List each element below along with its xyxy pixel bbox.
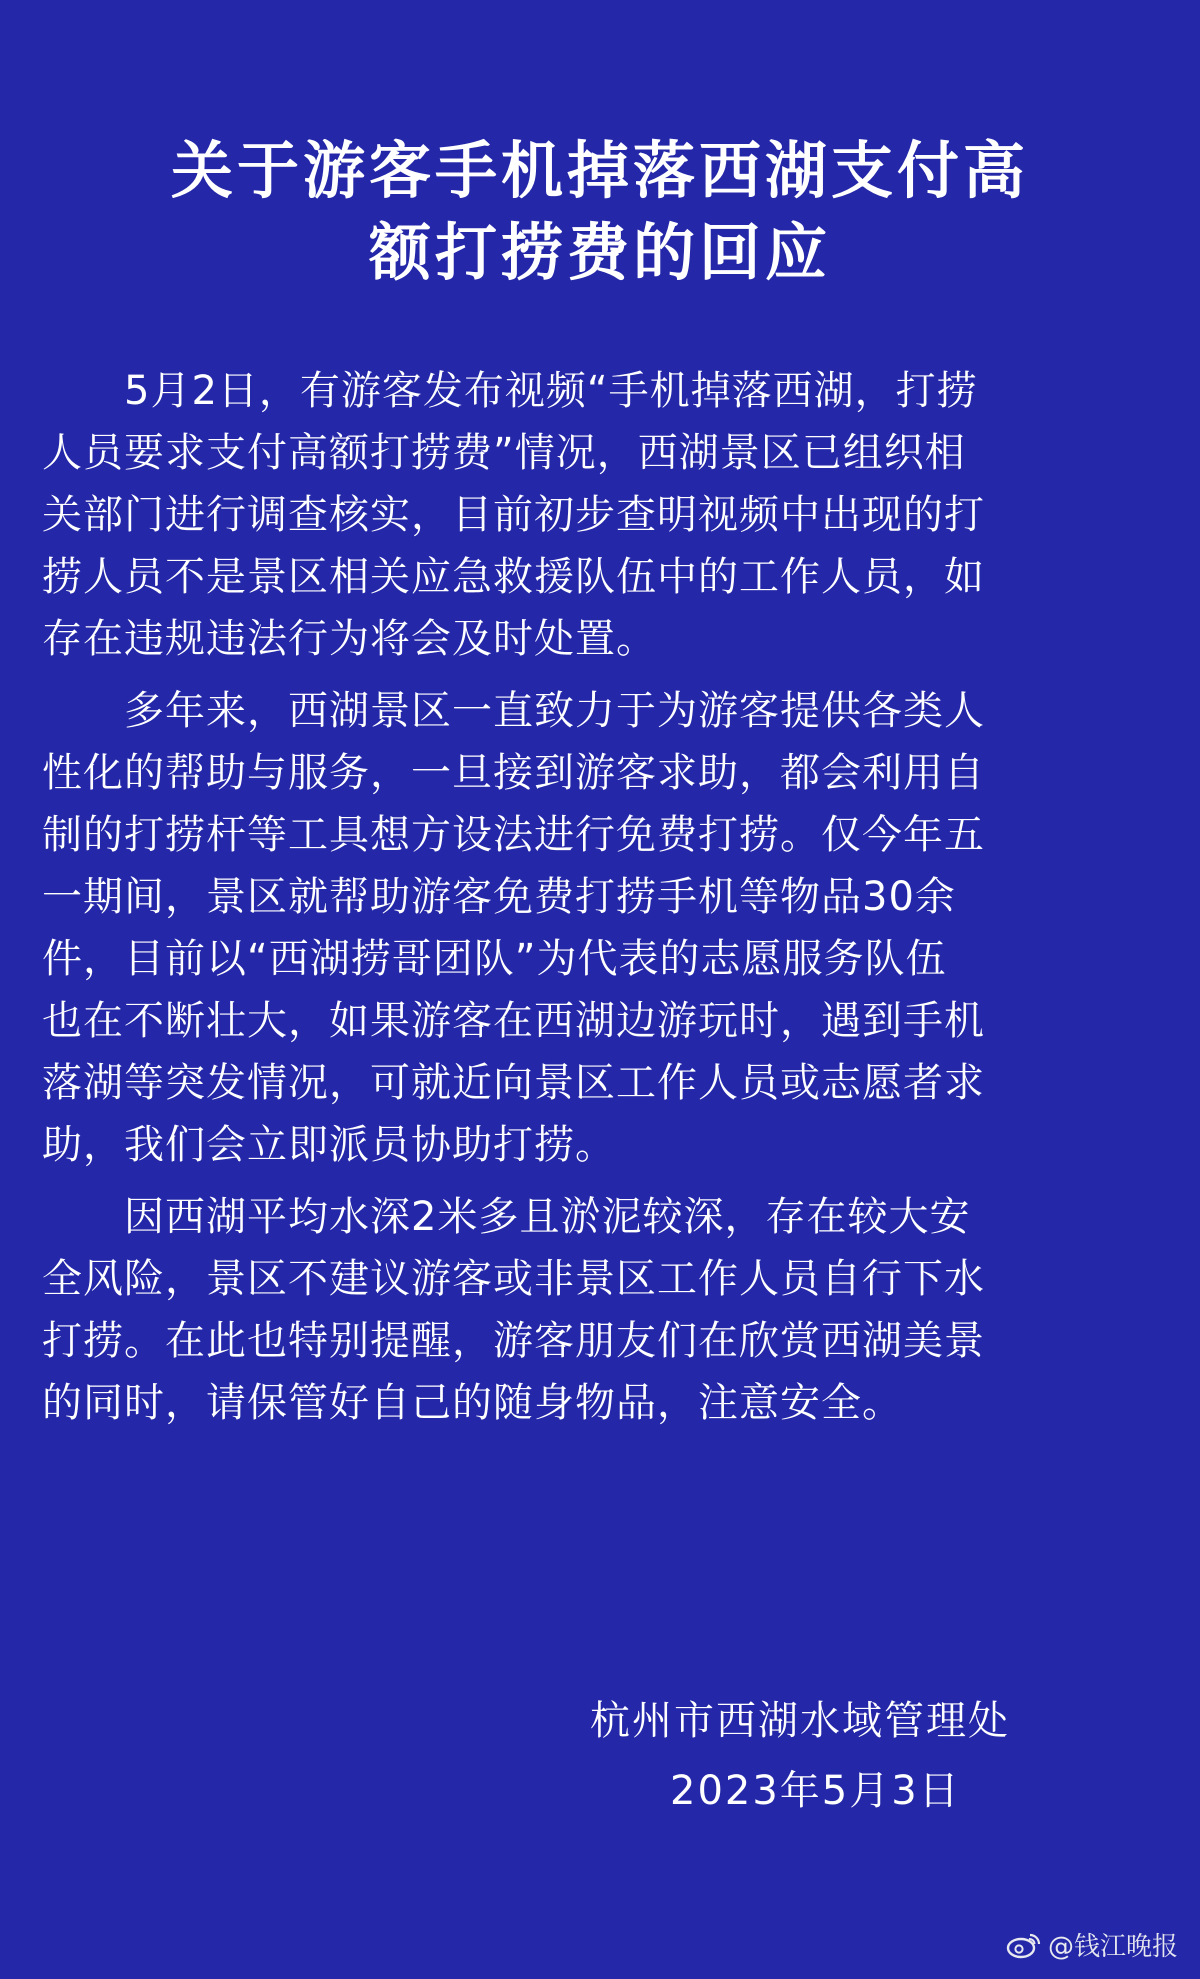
paragraph-line: 性化的帮助与服务，一旦接到游客求助，都会利用自 xyxy=(42,750,985,796)
title-line-2: 额打捞费的回应 xyxy=(368,216,831,289)
paragraph-line: 也在不断壮大，如果游客在西湖边游玩时，遇到手机 xyxy=(42,998,985,1044)
title-line-1: 关于游客手机掉落西湖支付高 xyxy=(170,134,1029,207)
announcement-body xyxy=(42,360,1162,1444)
paragraph-2 xyxy=(42,680,1162,1176)
paragraph-line: 件，目前以“西湖捞哥团队”为代表的志愿服务队伍 xyxy=(42,936,947,982)
paragraph-line: 多年来，西湖景区一直致力于为游客提供各类人 xyxy=(42,688,985,734)
paragraph-line: 捞人员不是景区相关应急救援队伍中的工作人员，如 xyxy=(42,554,985,600)
paragraph-line: 落湖等突发情况，可就近向景区工作人员或志愿者求 xyxy=(42,1060,985,1106)
paragraph-line: 制的打捞杆等工具想方设法进行免费打捞。仅今年五 xyxy=(42,812,985,858)
watermark-text: @钱江晚报 xyxy=(1047,1932,1178,1962)
weibo-icon xyxy=(1006,1931,1042,1959)
paragraph-line: 全风险，景区不建议游客或非景区工作人员自行下水 xyxy=(42,1256,985,1302)
paragraph-line: 因西湖平均水深2米多且淤泥较深，存在较大安 xyxy=(42,1194,971,1240)
paragraph-line: 人员要求支付高额打捞费”情况，西湖景区已组织相 xyxy=(42,430,966,476)
signature-organization: 杭州市西湖水域管理处 xyxy=(590,1698,1010,1744)
paragraph-line: 存在违规违法行为将会及时处置。 xyxy=(42,616,657,662)
paragraph-line: 关部门进行调查核实，目前初步查明视频中出现的打 xyxy=(42,492,985,538)
paragraph-3 xyxy=(42,1186,1162,1434)
paragraph-1 xyxy=(42,360,1162,670)
source-watermark xyxy=(1006,1926,1178,1963)
paragraph-line: 5月2日，有游客发布视频“手机掉落西湖，打捞 xyxy=(42,368,978,414)
paragraph-line: 的同时，请保管好自己的随身物品，注意安全。 xyxy=(42,1380,903,1426)
paragraph-line: 助，我们会立即派员协助打捞。 xyxy=(42,1122,616,1168)
signature-block xyxy=(560,1686,1120,1826)
paragraph-line: 一期间，景区就帮助游客免费打捞手机等物品30余 xyxy=(42,874,956,920)
paragraph-line: 打捞。在此也特别提醒，游客朋友们在欣赏西湖美景 xyxy=(42,1318,985,1364)
announcement-title xyxy=(48,130,1152,294)
signature-date: 2023年5月3日 xyxy=(670,1768,961,1814)
